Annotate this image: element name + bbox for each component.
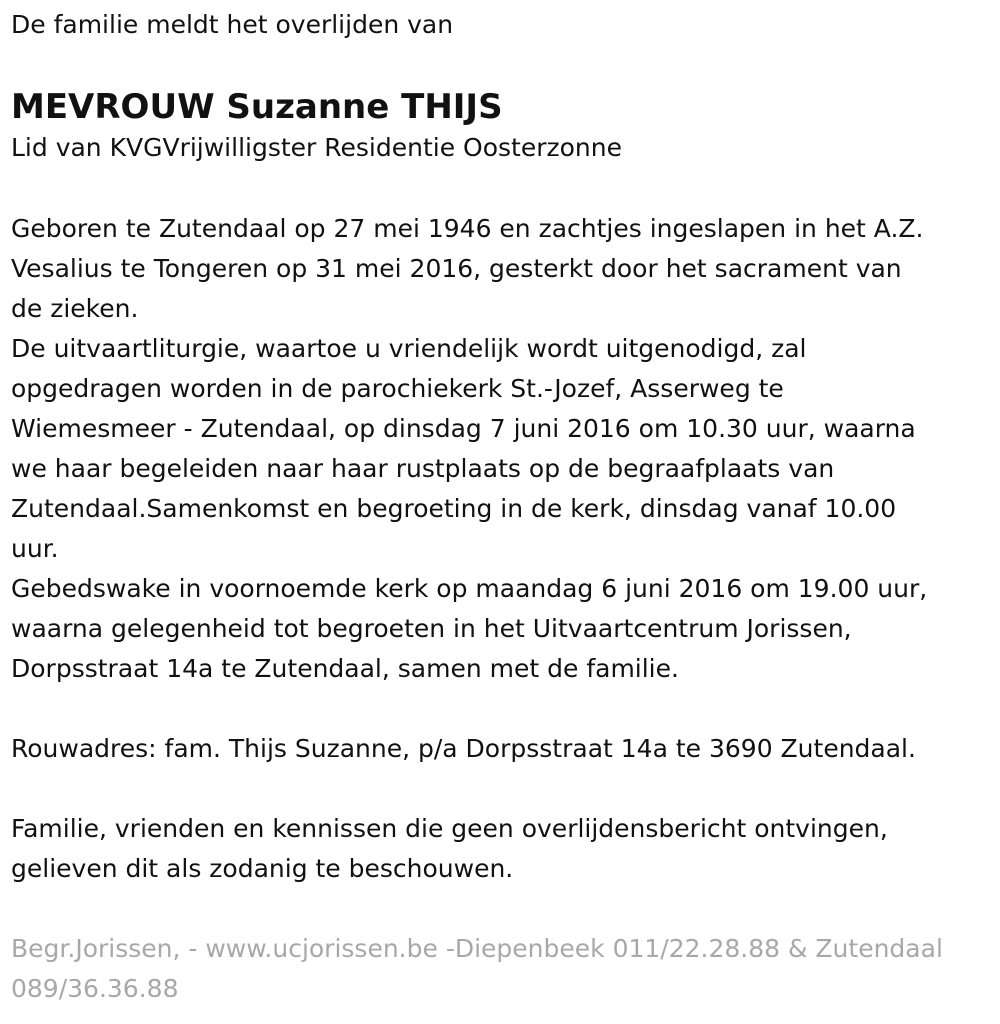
closing-paragraph: [11, 809, 1000, 889]
paragraph-line: Vesalius te Tongeren op 31 mei 2016, gesterkt door het sacrament van: [11, 254, 902, 283]
paragraph-line: Dorpsstraat 14a te Zutendaal, samen met de familie.: [11, 654, 679, 683]
paragraph-spacer: [11, 769, 1000, 809]
main-paragraph: [11, 209, 1000, 689]
paragraph-line: uur.: [11, 534, 59, 563]
mourning-address: Rouwadres: fam. Thijs Suzanne, p/a Dorpsstraat 14a te 3690 Zutendaal.: [11, 734, 916, 763]
closing-line: gelieven dit als zodanig te beschouwen.: [11, 854, 514, 883]
closing-line: Familie, vrienden en kennissen die geen overlijdensbericht ontvingen,: [11, 814, 888, 843]
paragraph-spacer: [11, 689, 1000, 729]
paragraph-line: we haar begeleiden naar haar rustplaats op de begraafplaats van: [11, 454, 835, 483]
paragraph-line: Geboren te Zutendaal op 27 mei 1946 en zachtjes ingeslapen in het A.Z.: [11, 214, 924, 243]
footer-line: Begr.Jorissen, - www.ucjorissen.be -Diepenbeek 011/22.28.88 & Zutendaal: [11, 934, 943, 963]
deceased-name: MEVROUW Suzanne THIJS: [11, 87, 503, 127]
paragraph-line: Zutendaal.Samenkomst en begroeting in de kerk, dinsdag vanaf 10.00: [11, 494, 897, 523]
intro-text: De familie meldt het overlijden van: [11, 10, 454, 39]
paragraph-line: De uitvaartliturgie, waartoe u vriendelijk wordt uitgenodigd, zal: [11, 334, 807, 363]
paragraph-line: waarna gelegenheid tot begroeten in het Uitvaartcentrum Jorissen,: [11, 614, 852, 643]
paragraph-line: Wiemesmeer - Zutendaal, op dinsdag 7 juni 2016 om 10.30 uur, waarna: [11, 414, 916, 443]
deceased-subtitle: Lid van KVGVrijwilligster Residentie Oosterzonne: [11, 133, 622, 162]
paragraph-line: de zieken.: [11, 294, 139, 323]
footer-line: 089/36.36.88: [11, 974, 179, 1003]
paragraph-line: opgedragen worden in de parochiekerk St.-Jozef, Asserweg te: [11, 374, 784, 403]
funeral-home-footer: [11, 929, 1000, 1009]
paragraph-line: Gebedswake in voornoemde kerk op maandag 6 juni 2016 om 19.00 uur,: [11, 574, 928, 603]
